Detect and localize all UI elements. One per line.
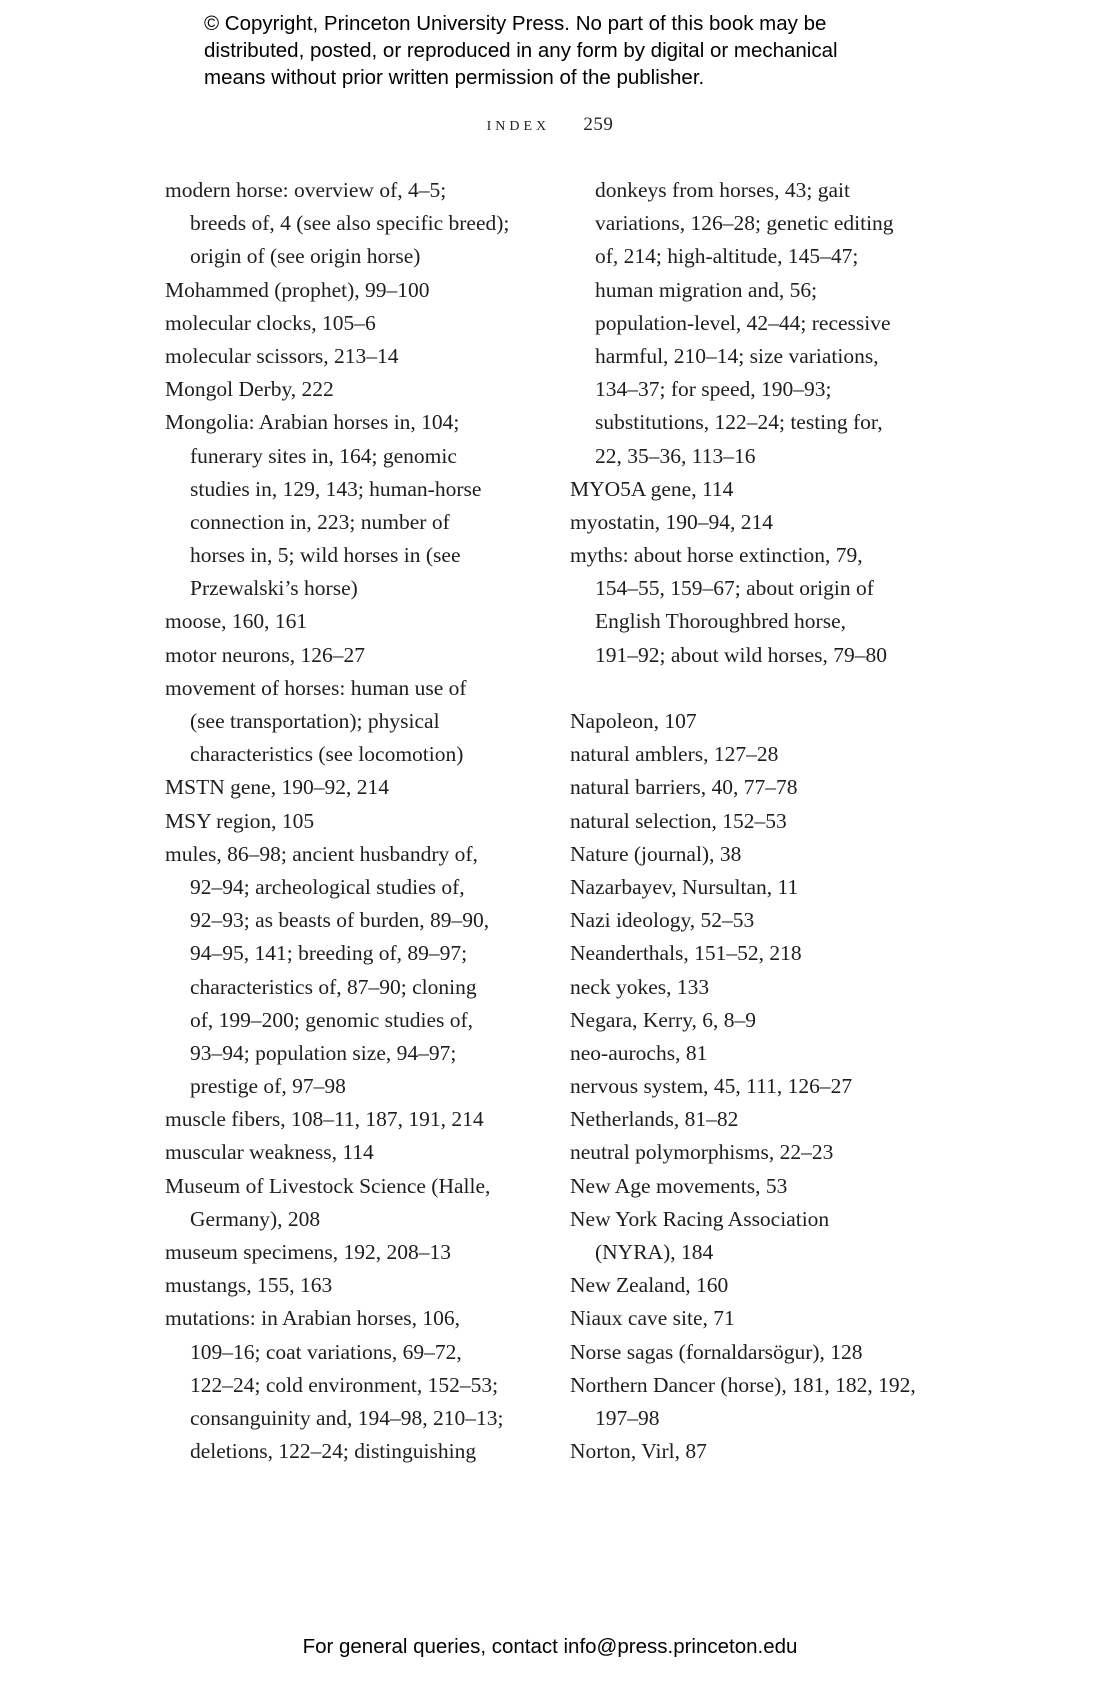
index-line: 134–37; for speed, 190–93;: [595, 377, 832, 402]
index-line: human migration and, 56;: [595, 277, 818, 302]
index-line: neutral polymorphisms, 22–23: [570, 1140, 834, 1165]
index-line: mutations: in Arabian horses, 106,: [165, 1306, 460, 1331]
index-line: prestige of, 97–98: [190, 1074, 346, 1099]
index-line: (NYRA), 184: [595, 1240, 714, 1264]
index-line: MYO5A gene, 114: [570, 476, 734, 501]
copyright-notice: [204, 10, 924, 91]
page-number: 259: [583, 114, 614, 135]
copyright-line: distributed, posted, or reproduced in any form by digital or mechanical: [204, 39, 838, 62]
index-line: New Zealand, 160: [570, 1273, 729, 1298]
index-line: Negara, Kerry, 6, 8–9: [570, 1007, 757, 1032]
index-column-left: [165, 174, 545, 1468]
index-line: variations, 126–28; genetic editing: [595, 211, 894, 236]
index-line: deletions, 122–24; distinguishing: [190, 1439, 477, 1464]
index-line: connection in, 223; number of: [190, 509, 450, 534]
index-line: molecular clocks, 105–6: [165, 310, 376, 335]
index-line: moose, 160, 161: [165, 609, 308, 634]
index-line: muscular weakness, 114: [165, 1140, 374, 1165]
index-line: neo-aurochs, 81: [570, 1040, 708, 1065]
index-line: consanguinity and, 194–98, 210–13;: [190, 1405, 504, 1430]
index-line: of, 214; high-altitude, 145–47;: [595, 244, 859, 269]
index-line: Przewalski’s horse): [190, 576, 358, 601]
index-line: mules, 86–98; ancient husbandry of,: [165, 841, 478, 866]
index-line: natural selection, 152–53: [570, 808, 787, 833]
section-gap: [570, 672, 970, 705]
index-line: Museum of Livestock Science (Halle,: [165, 1173, 491, 1198]
index-line: natural amblers, 127–28: [570, 742, 779, 767]
index-line: Northern Dancer (horse), 181, 182, 192,: [570, 1372, 916, 1397]
index-line: movement of horses: human use of: [165, 675, 467, 700]
index-line: Nazarbayev, Nursultan, 11: [570, 874, 799, 899]
index-line: mustangs, 155, 163: [165, 1273, 333, 1298]
index-line: natural barriers, 40, 77–78: [570, 775, 798, 800]
index-line: New Age movements, 53: [570, 1173, 788, 1198]
index-line: substitutions, 122–24; testing for,: [595, 410, 883, 435]
index-line: muscle fibers, 108–11, 187, 191, 214: [165, 1107, 484, 1132]
index-line: myths: about horse extinction, 79,: [570, 543, 863, 568]
index-line: Nature (journal), 38: [570, 841, 742, 866]
index-line: neck yokes, 133: [570, 974, 710, 999]
footer-contact: For general queries, contact info@press.princeton.edu: [302, 1635, 798, 1658]
index-line: MSTN gene, 190–92, 214: [165, 775, 389, 800]
index-line: 109–16; coat variations, 69–72,: [190, 1339, 462, 1364]
index-line: Mohammed (prophet), 99–100: [165, 277, 430, 302]
index-line: 197–98: [595, 1405, 660, 1430]
index-line: Norton, Virl, 87: [570, 1439, 707, 1464]
index-line: Nazi ideology, 52–53: [570, 908, 755, 933]
index-line: 22, 35–36, 113–16: [595, 443, 756, 468]
index-line: Niaux cave site, 71: [570, 1306, 735, 1331]
index-line: Netherlands, 81–82: [570, 1107, 739, 1132]
index-line: horses in, 5; wild horses in (see: [190, 543, 461, 568]
index-line: characteristics (see locomotion): [190, 742, 464, 767]
index-line: motor neurons, 126–27: [165, 642, 366, 667]
index-line: population-level, 42–44; recessive: [595, 310, 891, 335]
index-line: harmful, 210–14; size variations,: [595, 343, 879, 368]
index-line: Neanderthals, 151–52, 218: [570, 941, 802, 966]
index-line: characteristics of, 87–90; cloning: [190, 974, 477, 999]
copyright-line: means without prior written permission of the publisher.: [204, 66, 705, 89]
index-line: 93–94; population size, 94–97;: [190, 1040, 457, 1065]
index-line: 191–92; about wild horses, 79–80: [595, 642, 888, 667]
index-line: nervous system, 45, 111, 126–27: [570, 1074, 853, 1099]
index-line: Mongol Derby, 222: [165, 377, 334, 402]
index-line: funerary sites in, 164; genomic: [190, 443, 457, 468]
index-line: breeds of, 4 (see also specific breed);: [190, 211, 510, 236]
index-line: donkeys from horses, 43; gait: [595, 178, 850, 202]
index-line: 154–55, 159–67; about origin of: [595, 576, 874, 601]
index-line: myostatin, 190–94, 214: [570, 509, 774, 534]
index-line: (see transportation); physical: [190, 709, 440, 733]
index-line: 94–95, 141; breeding of, 89–97;: [190, 941, 468, 966]
index-line: of, 199–200; genomic studies of,: [190, 1007, 474, 1032]
index-line: Germany), 208: [190, 1206, 321, 1231]
running-head: [0, 114, 1100, 136]
index-line: Napoleon, 107: [570, 709, 697, 733]
index-line: museum specimens, 192, 208–13: [165, 1240, 452, 1264]
index-line: 92–93; as beasts of burden, 89–90,: [190, 908, 490, 933]
index-line: 122–24; cold environment, 152–53;: [190, 1372, 499, 1397]
running-head-title: INDEX: [486, 119, 551, 134]
index-line: 92–94; archeological studies of,: [190, 874, 465, 899]
copyright-line: © Copyright, Princeton University Press. No part of this book may be: [204, 12, 827, 35]
index-line: studies in, 129, 143; human-horse: [190, 476, 482, 501]
index-line: MSY region, 105: [165, 808, 315, 833]
index-line: modern horse: overview of, 4–5;: [165, 178, 447, 202]
index-line: origin of (see origin horse): [190, 244, 421, 269]
index-column-right: [570, 174, 970, 1468]
index-line: Norse sagas (fornaldarsögur), 128: [570, 1339, 863, 1364]
index-line: molecular scissors, 213–14: [165, 343, 399, 368]
index-line: Mongolia: Arabian horses in, 104;: [165, 410, 460, 435]
index-line: New York Racing Association: [570, 1206, 830, 1231]
index-line: English Thoroughbred horse,: [595, 609, 846, 634]
